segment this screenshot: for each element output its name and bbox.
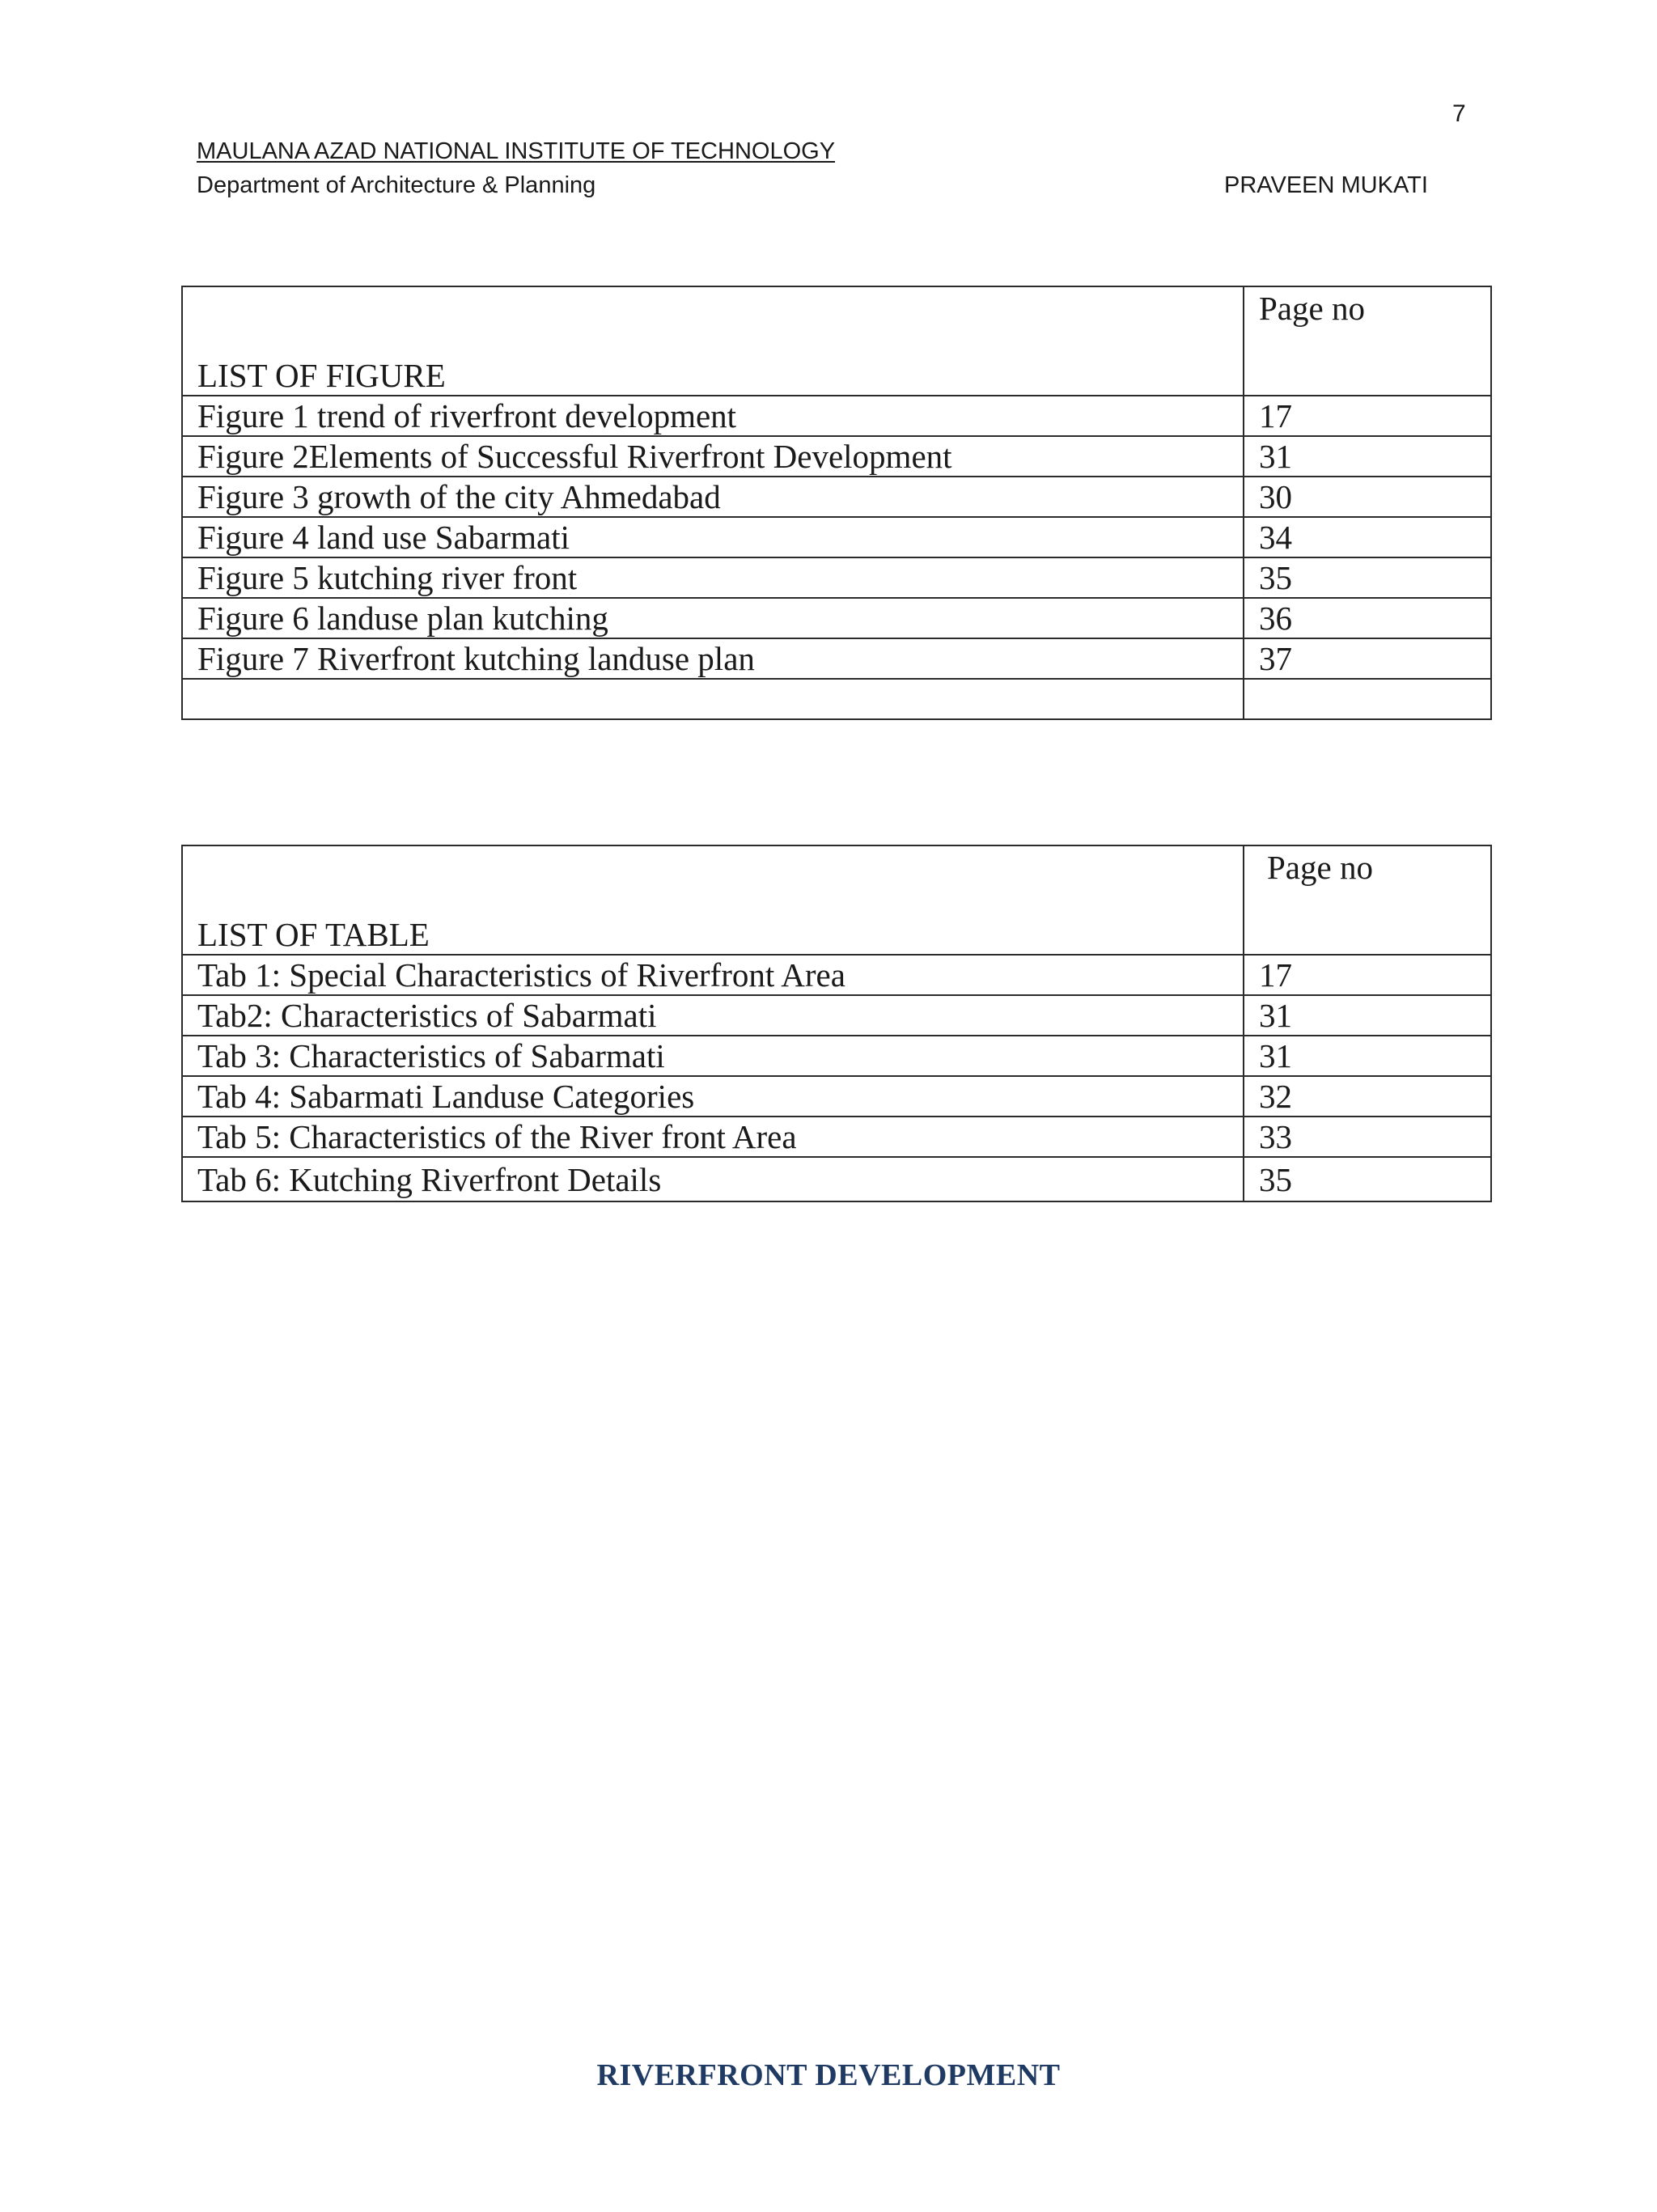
figure-label: Figure 4 land use Sabarmati — [182, 517, 1244, 557]
figure-label: Figure 7 Riverfront kutching landuse plan — [182, 638, 1244, 679]
list-of-tables-table — [181, 845, 1492, 1202]
table-label: Tab 4: Sabarmati Landuse Categories — [182, 1076, 1244, 1117]
table-label: Tab2: Characteristics of Sabarmati — [182, 995, 1244, 1036]
table-row — [182, 436, 1491, 477]
table-row — [182, 517, 1491, 557]
list-of-figures-heading: LIST OF FIGURE — [182, 286, 1244, 396]
table-row — [182, 396, 1491, 436]
page-no-header: Page no — [1244, 845, 1491, 955]
page-number: 7 — [1452, 100, 1466, 127]
table-header-row — [182, 286, 1491, 396]
header-institute: MAULANA AZAD NATIONAL INSTITUTE OF TECHNOLOGY — [197, 138, 836, 164]
figure-label: Figure 2Elements of Successful Riverfront Development — [182, 436, 1244, 477]
figure-page: 34 — [1244, 517, 1491, 557]
figure-page: 36 — [1244, 598, 1491, 638]
table-label: Tab 1: Special Characteristics of Riverfront Area — [182, 955, 1244, 995]
figure-page: 31 — [1244, 436, 1491, 477]
figure-label: Figure 3 growth of the city Ahmedabad — [182, 477, 1244, 517]
table-page: 17 — [1244, 955, 1491, 995]
table-row — [182, 955, 1491, 995]
table-row — [182, 1117, 1491, 1157]
table-row — [182, 1036, 1491, 1076]
table-page: 31 — [1244, 1036, 1491, 1076]
footer-title: RIVERFRONT DEVELOPMENT — [596, 2058, 1061, 2092]
header-department: Department of Architecture & Planning — [197, 172, 596, 198]
table-row — [182, 1076, 1491, 1117]
figure-page: 37 — [1244, 638, 1491, 679]
figure-page: 30 — [1244, 477, 1491, 517]
table-page: 33 — [1244, 1117, 1491, 1157]
figure-page: 17 — [1244, 396, 1491, 436]
table-row-empty — [182, 679, 1491, 719]
page-no-header: Page no — [1244, 286, 1491, 396]
table-label: Tab 6: Kutching Riverfront Details — [182, 1157, 1244, 1201]
table-row — [182, 1157, 1491, 1201]
figure-label: Figure 5 kutching river front — [182, 557, 1244, 598]
table-row — [182, 477, 1491, 517]
table-page: 31 — [1244, 995, 1491, 1036]
figure-label: Figure 1 trend of riverfront development — [182, 396, 1244, 436]
table-page: 32 — [1244, 1076, 1491, 1117]
table-row — [182, 557, 1491, 598]
table-row — [182, 598, 1491, 638]
table-row — [182, 638, 1491, 679]
table-label: Tab 5: Characteristics of the River front Area — [182, 1117, 1244, 1157]
table-header-row — [182, 845, 1491, 955]
table-page: 35 — [1244, 1157, 1491, 1201]
figure-page: 35 — [1244, 557, 1491, 598]
table-row — [182, 995, 1491, 1036]
list-of-tables-heading: LIST OF TABLE — [182, 845, 1244, 955]
figure-label — [182, 679, 1244, 719]
figure-label: Figure 6 landuse plan kutching — [182, 598, 1244, 638]
list-of-figures-table — [181, 286, 1492, 720]
header-author: PRAVEEN MUKATI — [1224, 172, 1428, 198]
figure-page — [1244, 679, 1491, 719]
table-label: Tab 3: Characteristics of Sabarmati — [182, 1036, 1244, 1076]
